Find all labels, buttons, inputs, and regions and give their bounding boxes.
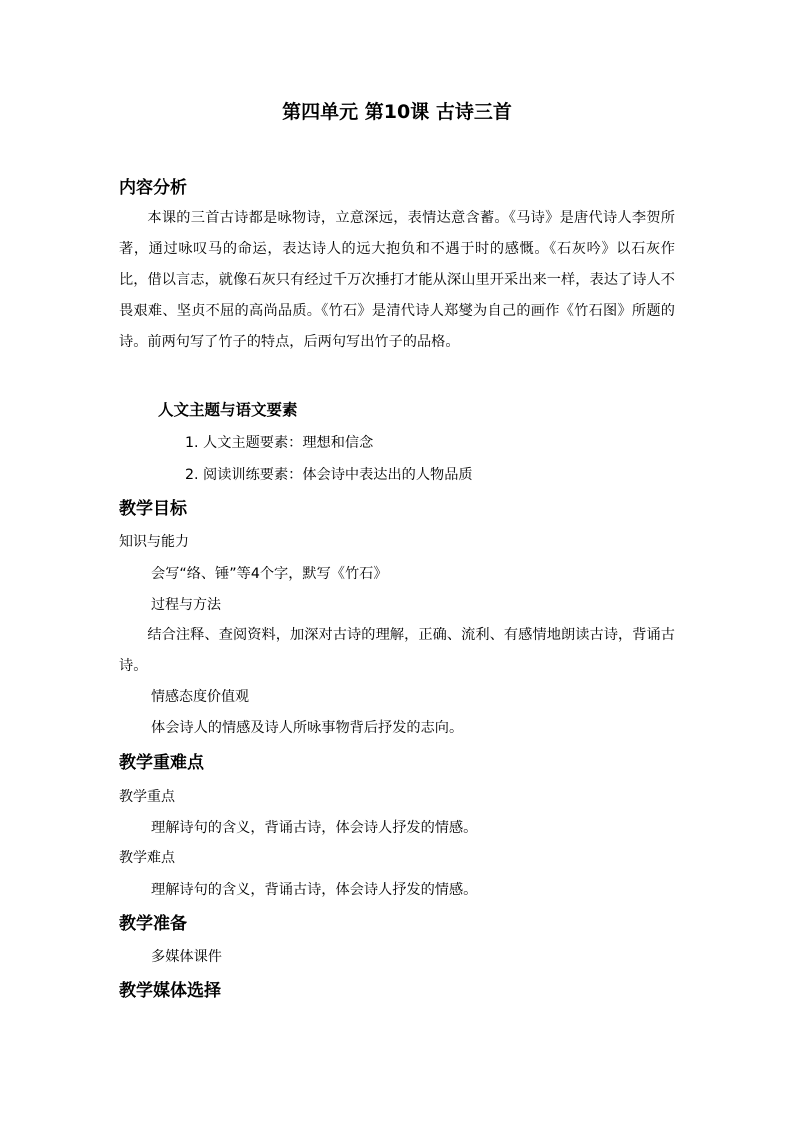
knowledge-ability-text: 会写“络、锤”等4个字，默写《竹石》 xyxy=(151,566,388,582)
label-emotion-values: 情感态度价值观 xyxy=(151,689,249,705)
label-knowledge-ability: 知识与能力 xyxy=(119,534,189,550)
section-heading-media-selection: 教学媒体选择 xyxy=(119,981,221,1001)
section-heading-teaching-goals: 教学目标 xyxy=(119,499,187,519)
label-teaching-difficulty: 教学难点 xyxy=(119,850,175,866)
label-process-method: 过程与方法 xyxy=(151,597,221,613)
teaching-difficulty-text: 理解诗句的含义，背诵古诗，体会诗人抒发的情感。 xyxy=(151,882,478,898)
emotion-values-text: 体会诗人的情感及诗人所咏事物背后抒发的志向。 xyxy=(151,720,464,736)
section-heading-preparation: 教学准备 xyxy=(119,914,187,934)
label-teaching-focus: 教学重点 xyxy=(119,789,175,805)
section-heading-key-points: 教学重难点 xyxy=(119,753,204,773)
page-title: 第四单元 第10课 古诗三首 xyxy=(282,101,512,123)
subheading-theme-elements: 人文主题与语文要素 xyxy=(158,401,298,419)
theme-element-item-2: 2. 阅读训练要素：体会诗中表达出的人物品质 xyxy=(185,467,473,483)
section-heading-content-analysis: 内容分析 xyxy=(119,178,187,198)
theme-element-item-1: 1. 人文主题要素：理想和信念 xyxy=(185,435,374,451)
preparation-text: 多媒体课件 xyxy=(151,949,222,965)
process-method-text: 结合注释、查阅资料，加深对古诗的理解，正确、流利、有感情地朗读古诗，背诵古诗。 xyxy=(119,627,675,674)
content-analysis-paragraph: 本课的三首古诗都是咏物诗，立意深远，表情达意含蓄。《马诗》是唐代诗人李贺所著，通过咏叹马的命运，表达诗人的远大抱负和不遇于时的感慨。《石灰吟》以石灰作比，借以言志，就像石灰只有经过千万次捶打才能从深山里开采出来一样，表达了诗人不畏艰难、坚贞不屈的高尚品质。《竹石》是清代诗人郑燮为自己的画作《竹石图》所题的诗。前两句写了竹子的特点，后两句写出竹子的品格。 xyxy=(119,210,675,350)
teaching-focus-text: 理解诗句的含义，背诵古诗，体会诗人抒发的情感。 xyxy=(151,820,478,836)
